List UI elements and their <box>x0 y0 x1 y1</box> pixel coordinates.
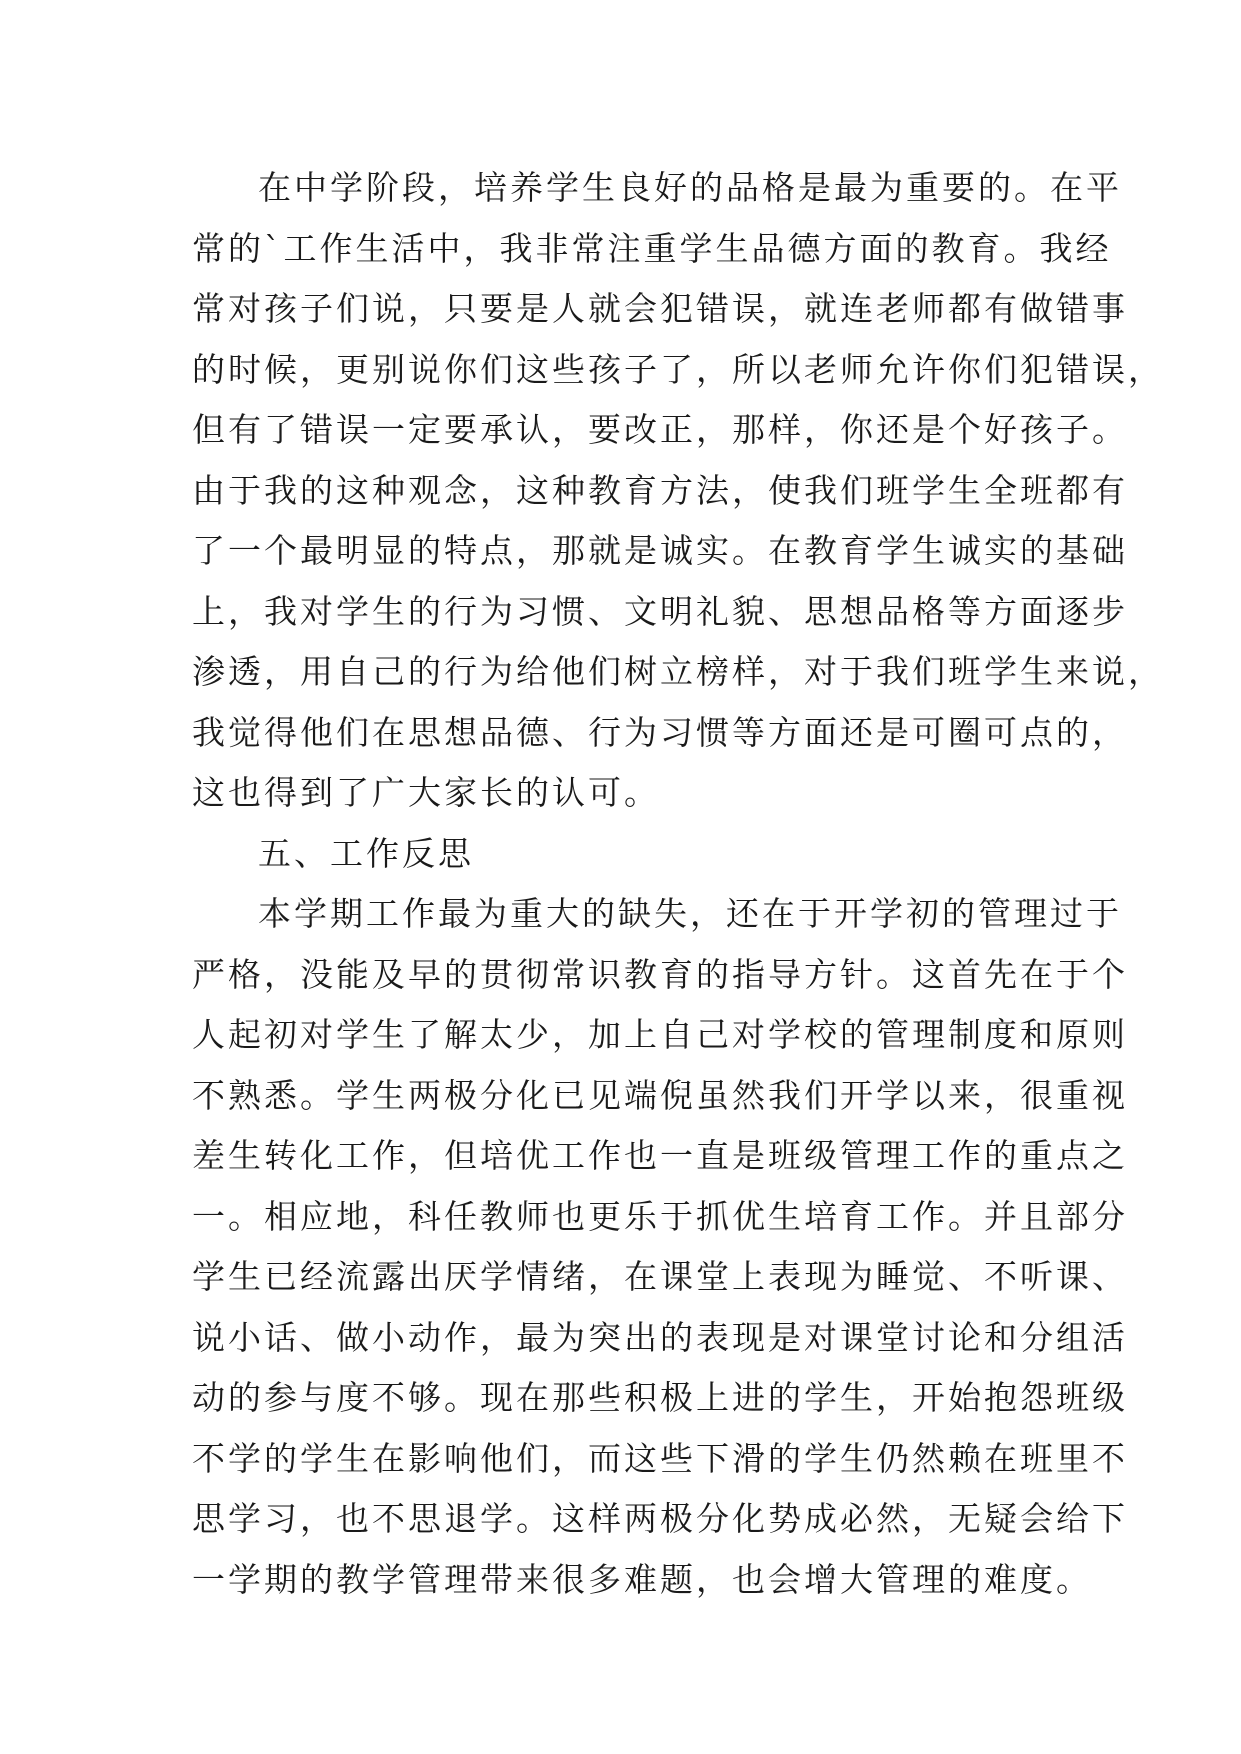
paragraph-line: 的时候，更别说你们这些孩子了，所以老师允许你们犯错误， <box>192 349 1164 389</box>
paragraph-line: 由于我的这种观念，这种教育方法，使我们班学生全班都有 <box>192 470 1128 510</box>
paragraph-line: 常的`工作生活中，我非常注重学生品德方面的教育。我经 <box>192 228 1112 268</box>
paragraph-line: 学生已经流露出厌学情绪，在课堂上表现为睡觉、不听课、 <box>192 1257 1128 1296</box>
section-heading: 五、工作反思 <box>258 833 474 873</box>
paragraph-line: 我觉得他们在思想品德、行为习惯等方面还是可圈可点的， <box>192 712 1128 752</box>
paragraph-line: 不熟悉。学生两极分化已见端倪虽然我们开学以来，很重视 <box>192 1075 1128 1115</box>
paragraph-line: 一。相应地，科任教师也更乐于抓优生培育工作。并且部分 <box>192 1196 1128 1236</box>
paragraph-line: 人起初对学生了解太少，加上自己对学校的管理制度和原则 <box>192 1015 1128 1054</box>
paragraph-line: 渗透，用自己的行为给他们树立榜样，对于我们班学生来说， <box>192 652 1164 691</box>
paragraph-line: 了一个最明显的特点，那就是诚实。在教育学生诚实的基础 <box>192 531 1128 570</box>
paragraph-line: 常对孩子们说，只要是人就会犯错误，就连老师都有做错事 <box>192 289 1128 328</box>
paragraph-line: 在中学阶段，培养学生良好的品格是最为重要的。在平 <box>258 168 1122 207</box>
paragraph-line: 不学的学生在影响他们，而这些下滑的学生仍然赖在班里不 <box>192 1438 1128 1478</box>
paragraph-line: 这也得到了广大家长的认可。 <box>192 773 660 812</box>
paragraph-line: 差生转化工作，但培优工作也一直是班级管理工作的重点之 <box>192 1136 1128 1175</box>
paragraph-line: 严格，没能及早的贯彻常识教育的指导方针。这首先在于个 <box>192 954 1128 994</box>
paragraph-line: 本学期工作最为重大的缺失，还在于开学初的管理过于 <box>258 894 1122 933</box>
paragraph-line: 上，我对学生的行为习惯、文明礼貌、思想品格等方面逐步 <box>192 591 1128 631</box>
paragraph-line: 但有了错误一定要承认，要改正，那样，你还是个好孩子。 <box>192 410 1128 449</box>
body-text <box>192 158 1164 1610</box>
paragraph-line: 说小话、做小动作，最为突出的表现是对课堂讨论和分组活 <box>192 1317 1128 1357</box>
paragraph-line: 动的参与度不够。现在那些积极上进的学生，开始抱怨班级 <box>192 1378 1128 1417</box>
paragraph-line: 思学习，也不思退学。这样两极分化势成必然，无疑会给下 <box>192 1499 1128 1538</box>
paragraph-line: 一学期的教学管理带来很多难题，也会增大管理的难度。 <box>192 1559 1092 1599</box>
